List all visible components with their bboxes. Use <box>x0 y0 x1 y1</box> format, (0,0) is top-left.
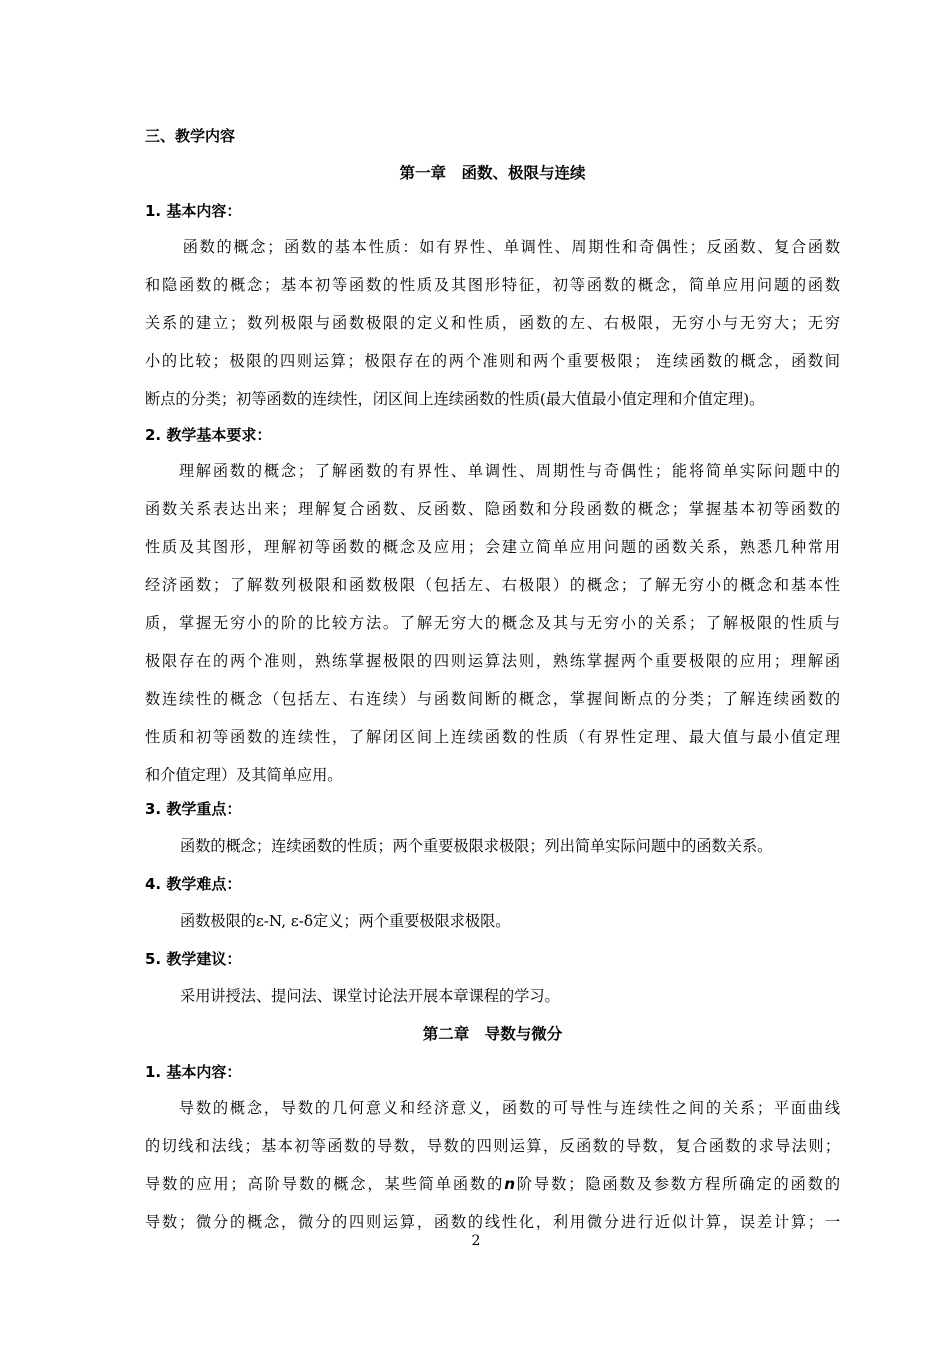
chapter1-difficulties-text: 函数极限的ε-N, ε-δ定义；两个重要极限求极限。 <box>180 912 511 930</box>
paragraph-line: 的切线和法线；基本初等函数的导数，导数的四则运算，反函数的导数，复合函数的求导法则； <box>145 1137 840 1155</box>
paragraph-line: 函数的概念；函数的基本性质：如有界性、单调性、周期性和奇偶性；反函数、复合函数 <box>181 238 840 256</box>
chapter2-basic-content-paragraph <box>145 1089 840 1241</box>
paragraph-line: 导数的概念，导数的几何意义和经济意义，函数的可导性与连续性之间的关系；平面曲线 <box>177 1099 840 1117</box>
section-title: 三、教学内容 <box>145 127 236 145</box>
paragraph-line: 理解函数的概念；了解函数的有界性、单调性、周期性与奇偶性；能将简单实际问题中的 <box>177 462 840 480</box>
paragraph-line: 性质及其图形，理解初等函数的概念及应用；会建立简单应用问题的函数关系，熟悉几种常用 <box>145 538 840 556</box>
chapter1-heading-requirements: 2. 教学基本要求： <box>145 426 272 444</box>
chapter1-heading-key-points: 3. 教学重点： <box>145 800 242 818</box>
chapter1-requirements-paragraph <box>145 452 840 794</box>
paragraph-line: 函数关系表达出来；理解复合函数、反函数、隐函数和分段函数的概念；掌握基本初等函数的 <box>145 500 840 518</box>
paragraph-line: 关系的建立；数列极限与函数极限的定义和性质，函数的左、右极限，无穷小与无穷大；无穷 <box>145 314 840 332</box>
chapter1-heading-basic-content: 1. 基本内容： <box>145 202 242 220</box>
paragraph-line: 质，掌握无穷小的阶的比较方法。了解无穷大的概念及其与无穷小的关系；了解极限的性质与 <box>145 614 840 632</box>
chapter1-basic-content-paragraph <box>145 228 840 418</box>
chapter1-key-points-text: 函数的概念；连续函数的性质；两个重要极限求极限；列出简单实际问题中的函数关系。 <box>180 837 773 855</box>
chapter1-heading-difficulties: 4. 教学难点： <box>145 875 242 893</box>
chapter1-suggestions-text: 采用讲授法、提问法、课堂讨论法开展本章课程的学习。 <box>180 987 560 1005</box>
chapter1-heading-suggestions: 5. 教学建议： <box>145 950 242 968</box>
paragraph-line: 导数；微分的概念，微分的四则运算，函数的线性化，利用微分进行近似计算，误差计算；一 <box>145 1213 840 1231</box>
page-number: 2 <box>471 1233 481 1249</box>
chapter1-title: 第一章 函数、极限与连续 <box>399 164 586 182</box>
paragraph-line: 经济函数；了解数列极限和函数极限（包括左、右极限）的概念；了解无穷小的概念和基本性 <box>145 576 840 594</box>
paragraph-line: 和介值定理）及其简单应用。 <box>145 766 343 784</box>
chapter2-title: 第二章 导数与微分 <box>422 1025 563 1043</box>
paragraph-line: 小的比较；极限的四则运算；极限存在的两个准则和两个重要极限； 连续函数的概念，函数间 <box>145 352 840 370</box>
chapter2-heading-basic-content: 1. 基本内容： <box>145 1063 242 1081</box>
paragraph-line: 和隐函数的概念；基本初等函数的性质及其图形特征，初等函数的概念，简单应用问题的函数 <box>145 276 840 294</box>
paragraph-line: 数连续性的概念（包括左、右连续）与函数间断的概念，掌握间断点的分类；了解连续函数的 <box>145 690 840 708</box>
paragraph-line: 断点的分类；初等函数的连续性，闭区间上连续函数的性质(最大值最小值定理和介值定理)。 <box>145 390 765 408</box>
paragraph-line: 性质和初等函数的连续性，了解闭区间上连续函数的性质（有界性定理、最大值与最小值定理 <box>145 728 840 746</box>
math-variable-n: n <box>504 1175 516 1193</box>
paragraph-line <box>145 1165 840 1203</box>
paragraph-line-part: 阶导数；隐函数及参数方程所确定的函数的 <box>515 1175 840 1193</box>
paragraph-line-part: 导数的应用；高阶导数的概念，某些简单函数的 <box>145 1175 505 1193</box>
paragraph-line: 极限存在的两个准则，熟练掌握极限的四则运算法则，熟练掌握两个重要极限的应用；理解函 <box>145 652 840 670</box>
